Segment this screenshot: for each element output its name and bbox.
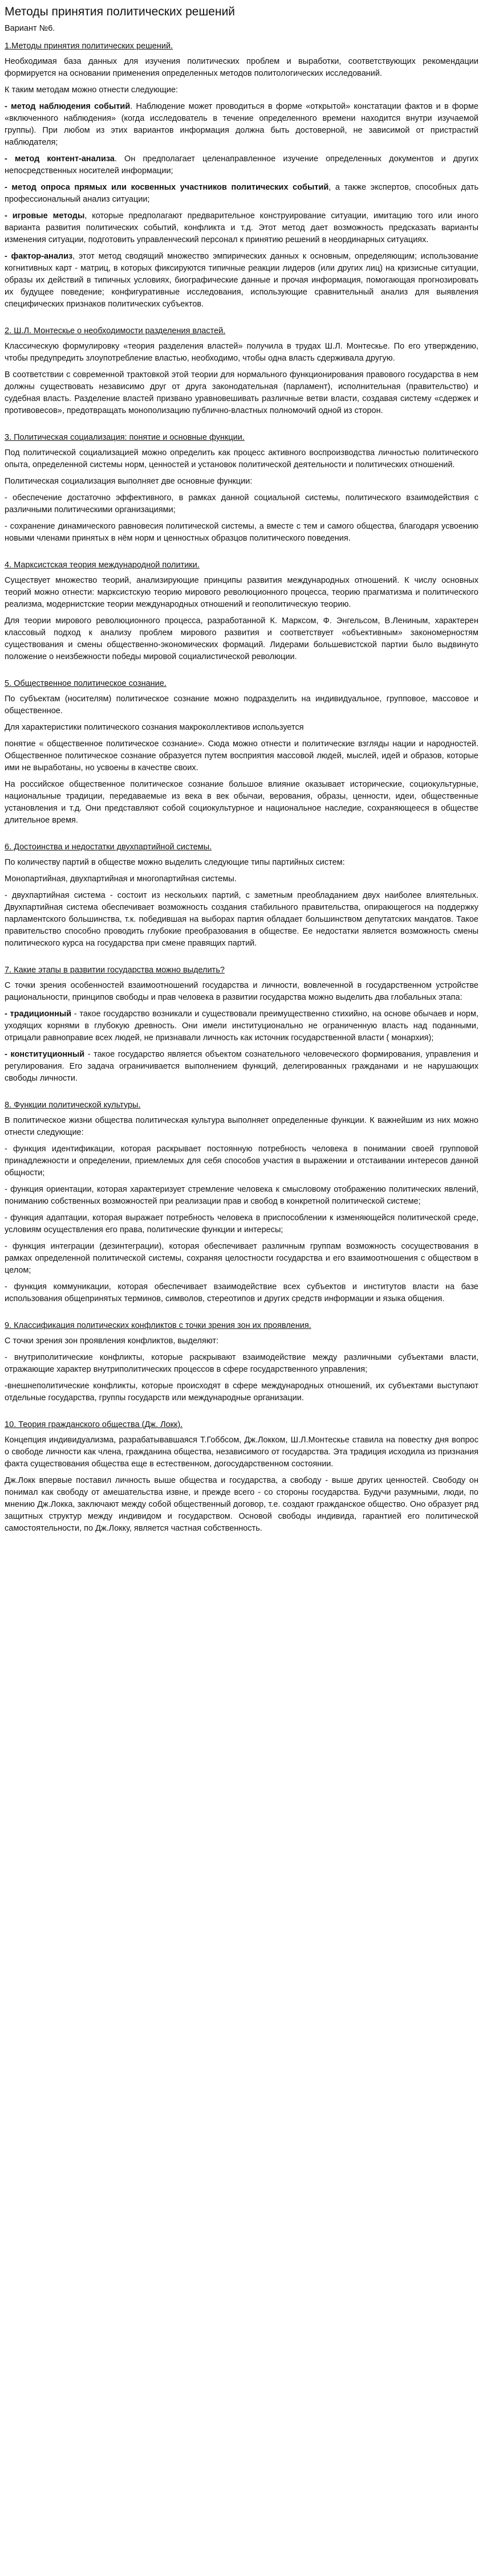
paragraph: [5, 1049, 478, 1085]
paragraph-text: Необходимая база данных для изучения политических проблем и выработки, соответствующих рекомендации формируется на основании применения определенных методов политологических исследований.: [5, 57, 478, 78]
paragraph-text: В соответствии с современной трактовкой этой теории для нормального функционирования правового государства в нем должны существовать независимо друг от друга законодательная (парламент), исполнительная (правительство) и судебная власть. Разделение властей призвано уравновешивать различные ветви власти, создавая систему «сдержек и противовесов», предотвращать монополизацию публично-властных полномочий одной из сторон.: [5, 370, 478, 415]
paragraph: [5, 1335, 478, 1347]
paragraph-text: . Наблюдение может проводиться в форме «открытой» констатации фактов и в форме «включенного наблюдения» (когда исследователь в течение определенного времени находится внутри изучаемой группы). При любом из этих вариантов информация должна быть достоверной, не зависимой от пристрастий наблюдателя;: [5, 102, 478, 147]
paragraph: [5, 722, 478, 734]
paragraph-text: Монопартийная, двухпартийная и многопартийная системы.: [5, 874, 237, 884]
section-2: [5, 325, 478, 417]
paragraph-text: - обеспечение достаточно эффективного, в рамках данной социальной системы, политического взаимодействия с различными политическими организациями;: [5, 493, 478, 514]
paragraph: [5, 1241, 478, 1277]
section-title: 3. Политическая социализация: понятие и основные функции.: [5, 433, 245, 442]
paragraph-text: - функция интеграции (дезинтеграции), которая обеспечивает различным группам возможность сосуществования в рамках определенной политической системы, сохраняя целостности государства и его взаимоотношения с обществом в целом;: [5, 1242, 478, 1275]
paragraph: [5, 857, 478, 869]
section-title: 10. Теория гражданского общества (Дж. Локк).: [5, 1420, 183, 1429]
paragraph-text: Политическая социализация выполняет две основные функции:: [5, 477, 253, 486]
section-1: [5, 40, 478, 310]
section-title: 2. Ш.Л. Монтескье о необходимости разделения властей.: [5, 326, 226, 336]
paragraph: [5, 521, 478, 545]
paragraph-lead: - фактор-анализ: [5, 252, 73, 261]
paragraph: [5, 1281, 478, 1305]
paragraph: [5, 1475, 478, 1535]
paragraph: [5, 56, 478, 80]
paragraph-text: Классическую формулировку «теория разделения властей» получила в трудах Ш.Л. Монтескье. По его утверждению, чтобы предупредить злоупотребление властью, необходимо, чтобы одна власть сдерживала другую.: [5, 342, 478, 363]
paragraph-lead: - метод контент-анализа: [5, 154, 115, 163]
section-title: 9. Классификация политических конфликтов с точки зрения зон их проявления.: [5, 1321, 311, 1330]
paragraph: [5, 182, 478, 206]
paragraph: [5, 251, 478, 310]
paragraph: [5, 575, 478, 611]
paragraph-lead: - метод опроса прямых или косвенных участников политических событий: [5, 183, 329, 192]
paragraph: [5, 1143, 478, 1179]
paragraph-text: , этот метод сводящий множество эмпирических данных к основным, определяющим; использование когнитивных карт - матриц, в которых фиксируются типичные реакции лидеров (или других лиц) на кризисные ситуации, образы их действий в типичных условиях, биографические данные и прочая информация, помогающая прогнозировать их будущее поведение; конфигуративные исследования, использующие сравнительный анализ для выявления специфических признаков политических субъектов.: [5, 252, 478, 309]
paragraph: [5, 369, 478, 417]
paragraph: [5, 1008, 478, 1044]
paragraph-lead: - традиционный: [5, 1009, 72, 1019]
section-title: 4. Марксистская теория международной политики.: [5, 561, 200, 570]
paragraph-text: Существует множество теорий, анализирующие принципы развития международных отношений. К числу основных теорий можно отнести: марксистскую теорию мирового революционного процесса, теорию прагматизма и политического реализма, модернистские теории международных отношений и геополитическую теорию.: [5, 576, 478, 609]
paragraph-text: По субъектам (носителям) политическое сознание можно подразделить на индивидуальное, групповое, массовое и общественное.: [5, 694, 478, 715]
paragraph-lead: - метод наблюдения событий: [5, 102, 131, 111]
paragraph-text: - такое государство является объектом сознательного человеческого формирования, управления и регулирования. Его задача ограничивается выполнением функций, делегированных гражданами и не нарушающих свободы личности.: [5, 1050, 478, 1083]
paragraph-text: Концепция индивидуализма, разрабатывавшаяся Т.Гоббсом, Дж.Локком, Ш.Л.Монтескье ставила на повестку дня вопрос о свободе личности как члена, гражданина общества, независимого от государства. Эта традиция исходила из признания факта существования общества еще в естественном, догосударственном состоянии.: [5, 1436, 478, 1469]
paragraph-text: -внешнеполитические конфликты, которые происходят в сфере международных отношений, их субъектами выступают отдельные государства, группы государств или международные организации.: [5, 1381, 478, 1403]
paragraph-text: понятие « общественное политическое сознание». Сюда можно отнести и политические взгляды нации и народностей. Общественное политическое сознание образуется путем восприятия массовой людей, мыслей, идей и образов, которые ими не выработаны, но усвоены в качестве своих.: [5, 739, 478, 772]
paragraph-lead: - конституционный: [5, 1050, 85, 1059]
paragraph-text: - функция идентификации, которая раскрывает постоянную потребность человека в понимании своей групповой принадлежности и определении, приемлемых для себя способов участия в выражении и отстаивании интересов данной общности;: [5, 1144, 478, 1177]
paragraph-text: , а также экспертов, способных дать профессиональный анализ ситуации;: [5, 183, 479, 204]
paragraph: [5, 476, 478, 488]
paragraph-lead: - игровые методы: [5, 211, 85, 220]
paragraph-text: - функция коммуникации, которая обеспечивает взаимодействие всех субъектов и институтов власти на базе использования общепринятых терминов, символов, стереотипов и других средств информации и языка общения.: [5, 1282, 478, 1303]
paragraph-text: - такое государство возникали и существовали преимущественно стихийно, на основе обычаев и норм, уходящих корнями в глубокую древность. Они имели институционально не ограниченную власть над поданными, отрицали равноправие всех людей, не признавали личность как источник государственной власти ( монархия);: [5, 1009, 478, 1042]
paragraph-text: К таким методам можно отнести следующие:: [5, 85, 178, 95]
paragraph: [5, 1184, 478, 1208]
paragraph: [5, 1434, 478, 1470]
paragraph-text: С точки зрения особенностей взаимоотношений государства и личности, вовлеченной в государственном устройстве рациональности, принципов свободы и прав человека в развитии государства можно выделить два глобальных этапа:: [5, 981, 478, 1002]
paragraph-text: С точки зрения зон проявления конфликтов, выделяют:: [5, 1336, 219, 1346]
paragraph: [5, 980, 478, 1004]
paragraph: [5, 1115, 478, 1139]
section-9: [5, 1320, 478, 1404]
section-4: [5, 559, 478, 663]
paragraph-text: На российское общественное политическое сознание большое влияние оказывает исторические, социокультурные, национальные традиции, передаваемые из века в век обычаи, верования, образы, ценности, идеи, общественные установления и т.д. Они представляют собой социокультурное и национальное наследие, сохраняющееся в обществе длительное время.: [5, 780, 478, 825]
paragraph-text: , которые предполагают предварительное конструирование ситуации, имитацию того или иного варианта развития политических событий, конфликта и т.д. Этот метод дает возможность предсказать варианты изменения ситуации, подготовить управленческий персонал к принятию решений в неординарных ситуациях.: [5, 211, 478, 244]
document-body: [5, 40, 478, 1535]
section-title: 5. Общественное политическое сознание.: [5, 679, 167, 688]
section-3: [5, 432, 478, 545]
section-title: 8. Функции политической культуры.: [5, 1101, 141, 1110]
variant-label: Вариант №6.: [5, 24, 55, 33]
section-title: 1.Методы принятия политических решений.: [5, 42, 173, 51]
paragraph: [5, 738, 478, 774]
section-title: 6. Достоинства и недостатки двухпартийной системы.: [5, 843, 212, 852]
paragraph-text: - двухпартийная система - состоит из нескольких партий, с заметным преобладанием двух наиболее влиятельных. Двухпартийная система обеспечивает возможность создания стабильного правительства, опирающегося на поддержку парламентского большинства, т.к. победившая на выборах партия обладает большинством депутатских мандатов. Такое правительство способно проводить глубокие преобразования в обществе. Ее недостатки является возможность смены политического курса на государства при смене правящих партий.: [5, 891, 478, 948]
paragraph-text: Для характеристики политического сознания макроколлективов используется: [5, 723, 304, 732]
paragraph: [5, 492, 478, 516]
section-6: [5, 841, 478, 950]
paragraph: [5, 341, 478, 365]
section-8: [5, 1099, 478, 1305]
paragraph: [5, 447, 478, 471]
paragraph-text: . Он предполагает целенаправленное изучение определенных документов и других непосредственных носителей информации;: [5, 154, 478, 175]
paragraph: [5, 101, 478, 149]
paragraph: [5, 1380, 478, 1404]
paragraph: [5, 1212, 478, 1236]
paragraph-text: По количеству партий в обществе можно выделить следующие типы партийных систем:: [5, 858, 345, 867]
paragraph: [5, 779, 478, 827]
paragraph: [5, 615, 478, 663]
section-7: [5, 964, 478, 1085]
paragraph: [5, 153, 478, 177]
section-10: [5, 1419, 478, 1535]
paragraph: [5, 210, 478, 246]
paragraph-text: - функция ориентации, которая характеризует стремление человека к смысловому отображению политических явлений, пониманию собственных возможностей при реализации прав и свобод в конкретной политической системе;: [5, 1185, 478, 1206]
paragraph: [5, 890, 478, 950]
paragraph-text: Для теории мирового революционного процесса, разработанной К. Марксом, Ф. Энгельсом, В.Лениным, характерен классовый подход к анализу проблем мирового развития и соответствует «объективным» закономерностям существования и смены общественно-экономических формаций. Лидерами большевистской партии было выдвинуто положение о неизбежности победы мировой социалистической революции.: [5, 616, 478, 661]
paragraph: [5, 1352, 478, 1376]
paragraph-text: - внутриполитические конфликты, которые раскрывают взаимодействие между различными субъектами власти, отражающие характер внутриполитических процессов в сфере государственного управления;: [5, 1353, 478, 1374]
paragraph-text: В политическое жизни общества политическая культура выполняет определенные функции. К важнейшим из них можно отнести следующие:: [5, 1116, 478, 1137]
section-5: [5, 678, 478, 827]
paragraph: [5, 873, 478, 885]
section-title: 7. Какие этапы в развитии государства можно выделить?: [5, 966, 225, 975]
paragraph-text: - сохранение динамического равновесия политической системы, а вместе с тем и самого общества, благодаря усвоению новыми членами принятых в нём норм и ценностных образцов политического поведения.: [5, 522, 478, 543]
paragraph-text: - функция адаптации, которая выражает потребность человека в приспособлении к изменяющейся политической среде, условиям осуществления его права, политические функции и интересы;: [5, 1213, 478, 1234]
document-title: Методы принятия политических решений: [5, 5, 236, 18]
paragraph-text: Под политической социализацией можно определить как процесс активного воспроизводства личностью политического опыта, определенной системы норм, ценностей и установок политической деятельности и политических отношений.: [5, 448, 478, 469]
paragraph: [5, 693, 478, 717]
paragraph-text: Дж.Локк впервые поставил личность выше общества и государства, а свободу - выше других ценностей. Свободу он понимал как свободу от амешательства извне, и прежде всего - со стороны государства. Будучи разумными, люди, по мнению Дж.Локка, заключают между собой общественный договор, т.е. создают гражданское общество. Оно образует ряд защитных структур между индивидом и государством. Основой свободы индивида, гарантией его политической самостоятельности, по Дж.Локку, является частная собственность.: [5, 1476, 478, 1533]
paragraph: [5, 84, 478, 96]
